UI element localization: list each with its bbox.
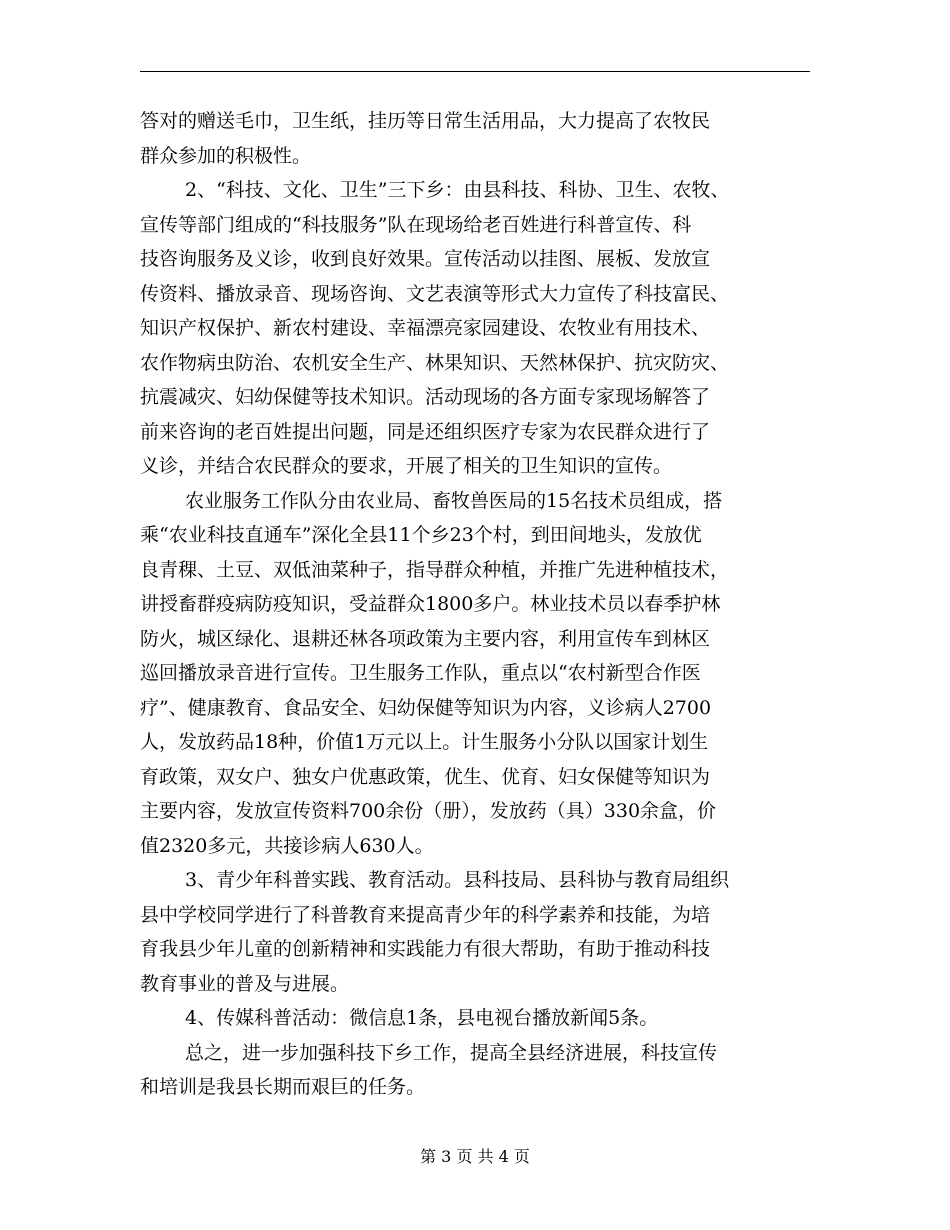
- text-line: 县中学校同学进行了科普教育来提高青少年的科学素养和技能，为培: [140, 903, 711, 926]
- text-line: 育我县少年儿童的创新精神和实践能力有很大帮助，有助于推动科技: [140, 938, 711, 960]
- text-line: 义诊，并结合农民群众的要求，开展了相关的卫生知识的宣传。: [140, 455, 673, 477]
- paragraph-start-line: 农业服务工作队分由农业局、畜牧兽医局的15名技术员组成，搭: [185, 489, 723, 512]
- text-line: 防火，城区绿化、退耕还林各项政策为主要内容，利用宣传车到林区: [140, 627, 711, 650]
- text-line: 疗”、健康教育、食品安全、妇幼保健等知识为内容，义诊病人2700: [140, 696, 712, 719]
- text-line: 育政策，双女户、独女户优惠政策，优生、优育、妇女保健等知识为: [140, 765, 711, 788]
- text-line: 宣传等部门组成的“科技服务”队在现场给老百姓进行科普宣传、科: [140, 213, 692, 236]
- text-line: 技咨询服务及义诊，收到良好效果。宣传活动以挂图、展板、发放宣: [140, 248, 711, 270]
- text-line: 抗震减灾、妇幼保健等技术知识。活动现场的各方面专家现场解答了: [140, 386, 711, 408]
- page-number: 第 3 页 共 4 页: [420, 1147, 530, 1166]
- document-body: [140, 104, 812, 1105]
- text-line: 和培训是我县长期而艰巨的任务。: [140, 1076, 426, 1098]
- text-line: 知识产权保护、新农村建设、幸福漂亮家园建设、农牧业有用技术、: [140, 317, 711, 339]
- text-line: 主要内容，发放宣传资料700余份（册），发放药（具）330余盒，价: [140, 800, 717, 822]
- text-line: 前来咨询的老百姓提出问题，同是还组织医疗专家为农民群众进行了: [140, 420, 711, 443]
- text-line: 巡回播放录音进行宣传。卫生服务工作队，重点以“农村新型合作医: [140, 662, 701, 684]
- text-line: 群众参加的积极性。: [140, 144, 312, 167]
- text-line: 答对的赠送毛巾，卫生纸，挂历等日常生活用品，大力提高了农牧民: [140, 110, 711, 132]
- header-rule: [140, 71, 810, 72]
- text-line: 人，发放药品18种，价值1万元以上。计生服务小分队以国家计划生: [140, 731, 709, 753]
- paragraph-start-line: 4、传媒科普活动：微信息1条，县电视台播放新闻5条。: [185, 1007, 659, 1029]
- text-line: 乘“农业科技直通车”深化全县11个乡23个村，到田间地头，发放优: [140, 524, 702, 546]
- text-line: 教育事业的普及与进展。: [140, 972, 350, 995]
- paragraph-start-line: 3、青少年科普实践、教育活动。县科技局、县科协与教育局组织: [185, 869, 730, 891]
- text-line: 良青稞、土豆、双低油菜种子，指导群众种植，并推广先进种植技术，: [140, 558, 730, 581]
- text-line: 传资料、播放录音、现场咨询、文艺表演等形式大力宣传了科技富民、: [140, 282, 730, 305]
- paragraph-start-line: 2、“科技、文化、卫生”三下乡：由县科技、科协、卫生、农牧、: [185, 179, 730, 201]
- text-line: 值2320多元，共接诊病人630人。: [140, 834, 434, 857]
- paragraph-start-line: 总之，进一步加强科技下乡工作，提高全县经济进展，科技宣传: [185, 1041, 718, 1064]
- text-line: 讲授畜群疫病防疫知识，受益群众1800多户。林业技术员以春季护林: [140, 593, 721, 615]
- text-line: 农作物病虫防治、农机安全生产、林果知识、天然林保护、抗灾防灾、: [140, 351, 730, 374]
